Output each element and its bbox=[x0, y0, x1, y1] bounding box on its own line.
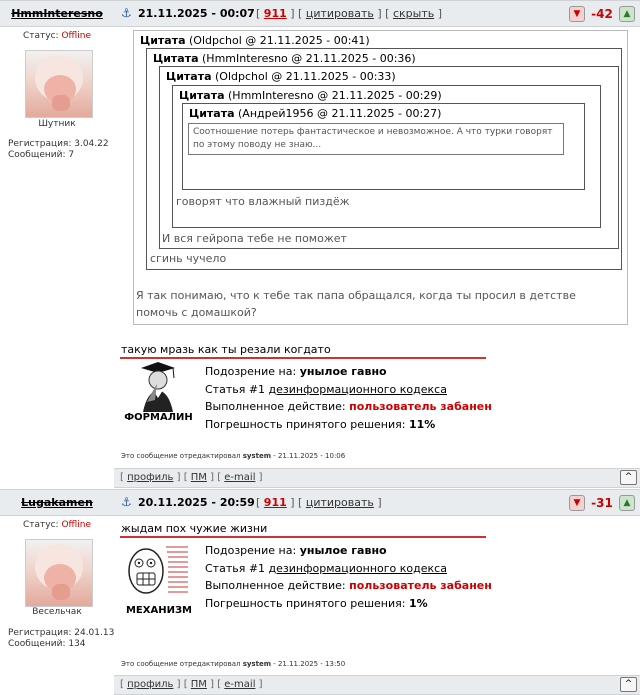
post2-message: жыдам пох чужие жизни bbox=[121, 522, 268, 535]
post1-quote-link[interactable]: цитировать bbox=[305, 7, 374, 20]
post1-rating bbox=[569, 5, 635, 22]
scroll-up-button[interactable]: ^ bbox=[620, 470, 637, 485]
scroll-up-button[interactable]: ^ bbox=[620, 677, 637, 692]
post2-links: [ 911 ] [ цитировать ] bbox=[256, 496, 382, 509]
post2-footer: [ профиль ] [ ПМ ] [ e-mail ] ^ bbox=[114, 675, 640, 695]
anchor-icon[interactable]: ⚓ bbox=[121, 495, 132, 509]
rage-face-image bbox=[124, 541, 190, 603]
quote-header: Цитата (Oldpchol @ 21.11.2025 - 00:41) bbox=[140, 34, 370, 47]
quote-level-2 bbox=[146, 48, 622, 270]
post1-date: 21.11.2025 - 00:07 bbox=[138, 7, 255, 20]
quote-header: Цитата (Андрей1956 @ 21.11.2025 - 00:27) bbox=[189, 107, 442, 120]
post2-edited-note: Это сообщение отредактировал system - 21.11.2025 - 13:50 bbox=[121, 660, 346, 668]
post1-header bbox=[0, 0, 640, 27]
post1-hide-link[interactable]: скрыть bbox=[392, 7, 435, 20]
post2-quote-link[interactable]: цитировать bbox=[305, 496, 374, 509]
divider bbox=[120, 536, 486, 538]
thumb-up-icon[interactable]: ▲ bbox=[619, 495, 635, 511]
post1-edited-note: Это сообщение отредактировал system - 21.11.2025 - 10:06 bbox=[121, 452, 346, 460]
post1-verdict: Подозрение на: унылое гавно Статья #1 дезинформационного кодекса Выполненное действие: пользователь забанен Погрешность принятого решения: 11% bbox=[205, 365, 492, 431]
profile-link[interactable]: профиль bbox=[127, 472, 174, 483]
post1-rank: Шутник bbox=[38, 119, 76, 129]
quote-level-5 bbox=[182, 103, 585, 190]
formalin-image bbox=[133, 362, 183, 412]
quote-level-1 bbox=[133, 30, 628, 325]
post2-pic-caption: МЕХАНИЗМ bbox=[125, 605, 193, 616]
post2-avatar[interactable] bbox=[25, 539, 93, 607]
pm-link[interactable]: ПМ bbox=[190, 472, 207, 483]
codex-link[interactable]: дезинформационного кодекса bbox=[268, 382, 447, 396]
thumb-down-icon[interactable]: ▼ bbox=[569, 495, 585, 511]
anchor-icon[interactable]: ⚓ bbox=[121, 6, 132, 20]
post1-rating-value: -42 bbox=[591, 6, 613, 21]
post2-header bbox=[0, 489, 640, 516]
post2-rank: Весельчак bbox=[32, 607, 82, 617]
thumb-down-icon[interactable]: ▼ bbox=[569, 6, 585, 22]
email-link[interactable]: e-mail bbox=[224, 472, 256, 483]
post2-username[interactable]: Lugakamen bbox=[21, 496, 93, 509]
profile-link[interactable]: профиль bbox=[127, 679, 174, 690]
post1-message: такую мразь как ты резали когдато bbox=[121, 343, 331, 356]
post2-verdict: Подозрение на: унылое гавно Статья #1 дезинформационного кодекса Выполненное действие: пользователь забанен Погрешность принятого решения: 1% bbox=[205, 544, 492, 610]
quote-level-3-text: И вся гейропа тебе не поможет bbox=[162, 232, 347, 245]
email-link[interactable]: e-mail bbox=[224, 679, 256, 690]
quote-level-4-text: говорят что влажный пиздёж bbox=[176, 195, 350, 208]
post2-rating bbox=[569, 494, 635, 511]
quote-level-4 bbox=[172, 85, 601, 228]
quote-level-2-text: сгинь чучело bbox=[150, 252, 227, 265]
post2-rating-value: -31 bbox=[591, 495, 613, 510]
post1-stats: Регистрация: 3.04.22 Сообщений: 7 bbox=[8, 139, 109, 160]
post1-avatar[interactable] bbox=[25, 50, 93, 118]
post1-footer: [ профиль ] [ ПМ ] [ e-mail ] ^ bbox=[114, 468, 640, 488]
post2-status: Статус: Offline bbox=[23, 520, 91, 530]
post1-num-link[interactable]: 911 bbox=[263, 7, 287, 20]
quote-header: Цитата (Oldpchol @ 21.11.2025 - 00:33) bbox=[166, 70, 396, 83]
post1-links: [ 911 ] [ цитировать ] [ скрыть ] bbox=[256, 7, 442, 20]
divider bbox=[120, 357, 486, 359]
quote-level-5-text: Соотношение потерь фантастическое и невозможное. А что турки говорят по этому поводу не знаю... bbox=[188, 123, 564, 155]
thumb-up-icon[interactable]: ▲ bbox=[619, 6, 635, 22]
quote-level-1-text: Я так понимаю, что к тебе так папа обращался, когда ты просил в детстве помочь с домашкой? bbox=[136, 289, 576, 319]
quote-header: Цитата (HmmInteresno @ 21.11.2025 - 00:29) bbox=[179, 89, 442, 102]
quote-level-3 bbox=[159, 66, 619, 249]
pm-link[interactable]: ПМ bbox=[190, 679, 207, 690]
post2-num-link[interactable]: 911 bbox=[263, 496, 287, 509]
post1-username[interactable]: HmmInteresno bbox=[11, 7, 103, 20]
post2-date: 20.11.2025 - 20:59 bbox=[138, 496, 255, 509]
post1-status: Статус: Offline bbox=[23, 31, 91, 41]
quote-header: Цитата (HmmInteresno @ 21.11.2025 - 00:36) bbox=[153, 52, 416, 65]
post1-pic-caption: ФОРМАЛИН bbox=[124, 412, 193, 423]
codex-link[interactable]: дезинформационного кодекса bbox=[268, 561, 447, 575]
post2-stats: Регистрация: 24.01.13 Сообщений: 134 bbox=[8, 628, 115, 649]
